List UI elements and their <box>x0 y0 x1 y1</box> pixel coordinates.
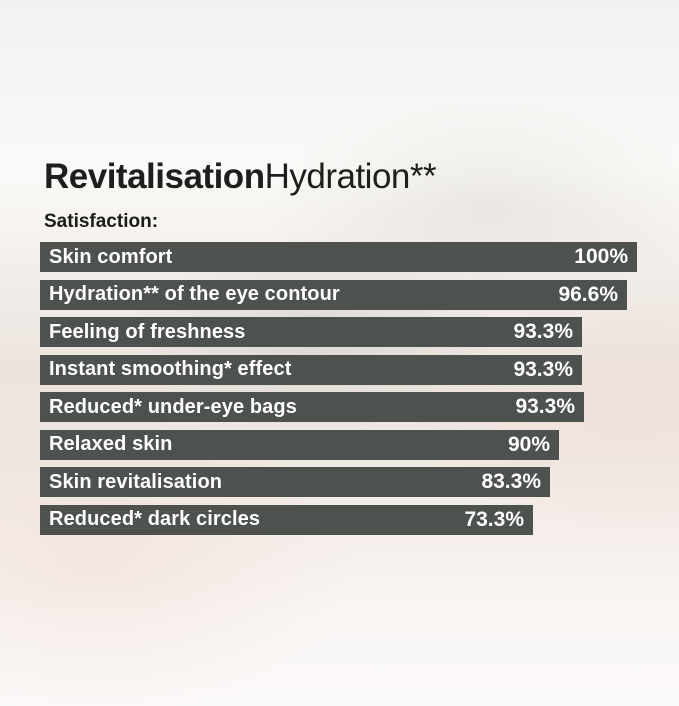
bar-value: 83.3% <box>481 470 541 493</box>
bar-row <box>40 280 627 310</box>
chart-title <box>44 158 436 197</box>
bar-label: Instant smoothing* effect <box>49 358 292 380</box>
bar-value: 96.6% <box>558 282 618 306</box>
bar-value: 93.3% <box>515 395 575 418</box>
bar-label: Skin comfort <box>49 245 173 268</box>
chart-title-bold-part: Revitalisation <box>44 157 265 196</box>
bar-row <box>40 317 582 347</box>
bar-value: 93.3% <box>513 357 573 381</box>
bar-label: Reduced* dark circles <box>49 508 261 530</box>
bar-row <box>40 242 637 272</box>
bar-label: Reduced* under-eye bags <box>49 395 297 418</box>
bar-label: Relaxed skin <box>49 433 173 455</box>
bar-value: 93.3% <box>513 320 573 343</box>
bar-label: Hydration** of the eye contour <box>49 283 340 305</box>
bar-chart <box>40 242 637 542</box>
satisfaction-label: Satisfaction: <box>44 211 159 232</box>
bar-row <box>40 392 584 422</box>
bar-row <box>40 430 559 460</box>
chart-title-light-part: Hydration** <box>264 157 437 196</box>
bar-row <box>40 467 550 497</box>
bar-label: Feeling of freshness <box>49 320 246 343</box>
bar-label: Skin revitalisation <box>49 470 223 493</box>
bar-row <box>40 505 533 535</box>
bar-value: 100% <box>574 245 628 268</box>
bar-row <box>40 355 582 385</box>
bar-value: 73.3% <box>464 507 524 531</box>
bar-value: 90% <box>507 432 550 456</box>
